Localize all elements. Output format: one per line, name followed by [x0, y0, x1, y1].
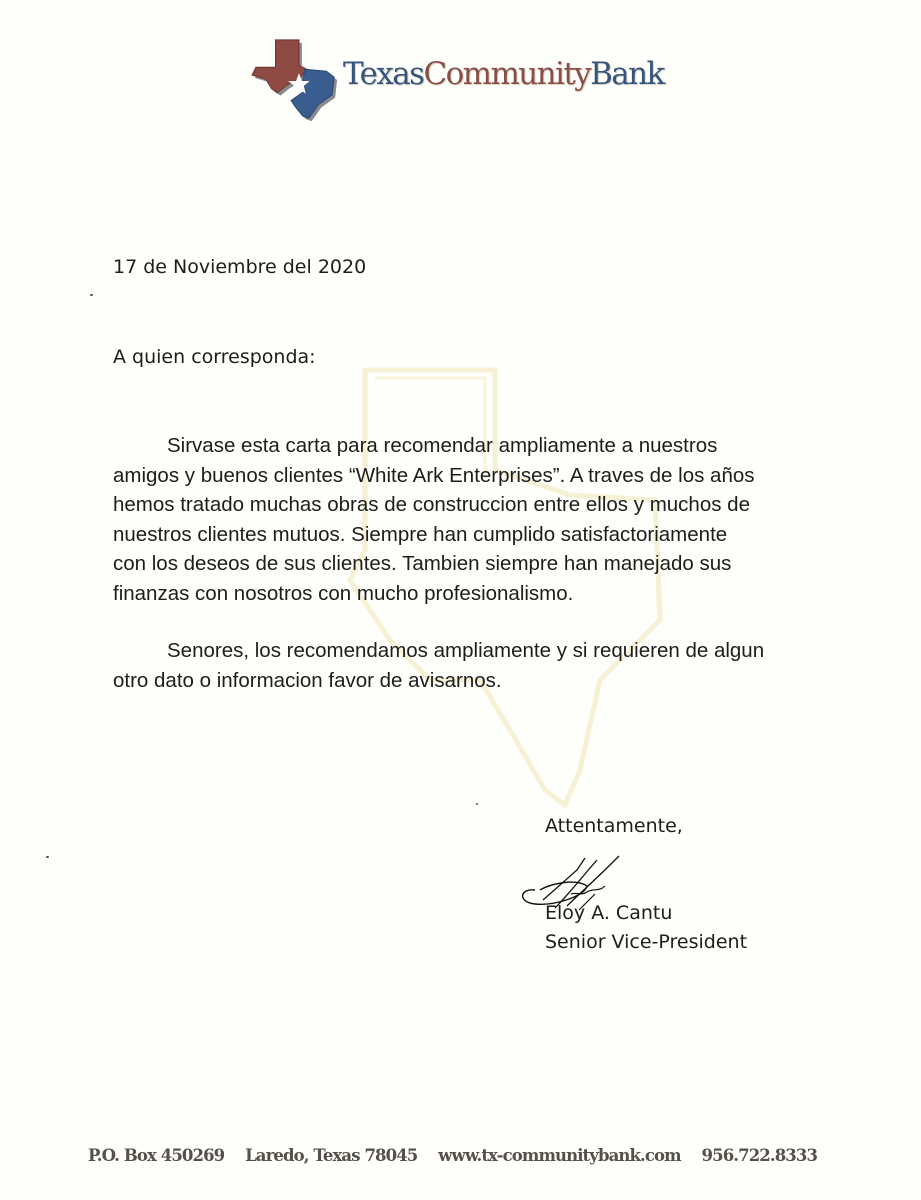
paragraph-line: con los deseos de sus clientes. Tambien siempre han manejado sus — [113, 552, 732, 575]
texas-map-icon — [248, 36, 346, 124]
scan-speck — [476, 803, 478, 805]
footer-city: Laredo, Texas 78045 — [245, 1146, 418, 1165]
logo-text-bank: Bank — [590, 56, 664, 92]
paragraph-line: Senores, los recomendamos ampliamente y si requieren de algun — [167, 639, 765, 662]
logo-text-community: Community — [423, 56, 591, 92]
closing: Attentamente, — [545, 815, 683, 837]
signer-title: Senior Vice-President — [545, 931, 748, 953]
paragraph-line: otro dato o informacion favor de avisarnos. — [113, 668, 502, 692]
paragraph-line: Sirvase esta carta para recomendar ampliamente a nuestros — [167, 434, 718, 457]
scan-speck — [90, 294, 93, 296]
paragraph-1 — [113, 431, 833, 608]
paragraph-line: amigos y buenos clientes “White Ark Enterprises”. A traves de los años — [113, 463, 755, 487]
letterhead-footer — [88, 1146, 868, 1165]
scan-speck — [46, 856, 49, 858]
bank-logo-text — [343, 56, 664, 92]
letterhead — [248, 36, 708, 126]
footer-website[interactable]: www.tx-communitybank.com — [438, 1146, 681, 1165]
signer-name: Eloy A. Cantu — [545, 902, 673, 924]
letter-date: 17 de Noviembre del 2020 — [113, 256, 367, 278]
paragraph-line: hemos tratado muchas obras de construccion entre ellos y muchos de — [113, 493, 750, 516]
salutation: A quien corresponda: — [113, 346, 316, 368]
paragraph-line: finanzas con nosotros con mucho profesionalismo. — [113, 581, 574, 605]
logo-text-texas: Texas — [343, 56, 424, 92]
footer-phone: 956.722.8333 — [701, 1146, 818, 1165]
paragraph-line: nuestros clientes mutuos. Siempre han cumplido satisfactoriamente — [113, 522, 728, 546]
footer-po-box: P.O. Box 450269 — [88, 1146, 225, 1165]
paragraph-2 — [113, 636, 833, 695]
